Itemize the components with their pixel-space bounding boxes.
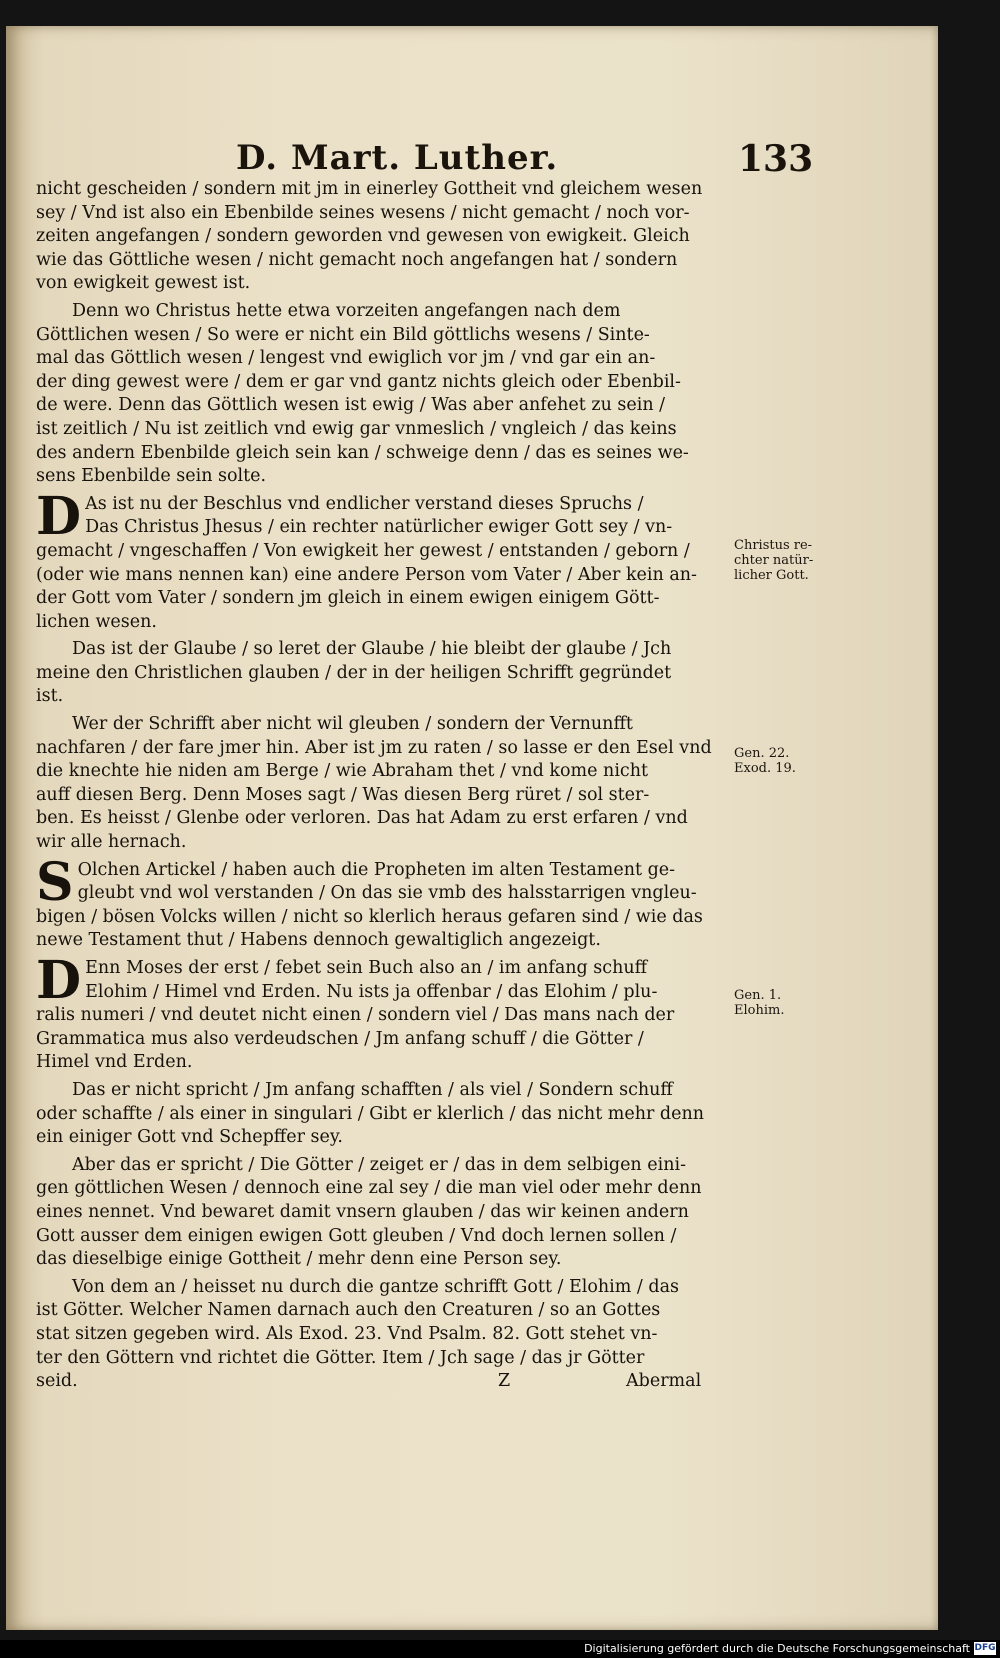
text-line: lichen wesen. xyxy=(36,611,157,632)
paragraph-6 xyxy=(36,851,726,953)
drop-cap: D xyxy=(36,485,82,547)
text-line: ter den Göttern vnd richtet die Götter. Item / Jch sage / das jr Götter xyxy=(36,1347,645,1368)
paragraph-8 xyxy=(36,1079,726,1150)
text-line: Grammatica mus also verdeudschen / Jm anfang schuff / die Götter / xyxy=(36,1028,644,1049)
text-line: sens Ebenbilde sein solte. xyxy=(36,466,267,487)
text-line: Olchen Artickel / haben auch die Propheten im alten Testament ge- xyxy=(77,859,676,880)
text-line: Elohim / Himel vnd Erden. Nu ists ja offenbar / das Elohim / plu- xyxy=(85,981,658,1002)
page-number: 133 xyxy=(738,138,814,180)
catchword: Abermal xyxy=(626,1371,702,1392)
text-line: ist zeitlich / Nu ist zeitlich vnd ewig gar vnmeslich / vngleich / das keins xyxy=(36,418,677,439)
text-line: ein einiger Gott vnd Schepffer sey. xyxy=(36,1127,343,1148)
margin-note-line: licher Gott. xyxy=(734,568,809,583)
text-line: mal das Göttlich wesen / lengest vnd ewiglich vor jm / vnd gar ein an- xyxy=(36,348,656,369)
text-line: nachfaren / der fare jmer hin. Aber ist jm zu raten / so lasse er den Esel vnd xyxy=(36,737,712,758)
last-line-row xyxy=(36,1370,726,1394)
text-line: ralis numeri / vnd deutet nicht einen / sondern viel / Das mans nach der xyxy=(36,1005,675,1026)
drop-cap: S xyxy=(36,851,74,913)
text-line: der Gott vom Vater / sondern jm gleich in einem ewigen einigem Gött- xyxy=(36,588,660,609)
text-line: newe Testament thut / Habens dennoch gewaltiglich angezeigt. xyxy=(36,930,601,951)
text-line: nicht gescheiden / sondern mit jm in einerley Gottheit vnd gleichem wesen xyxy=(36,179,703,199)
text-line: stat sitzen gegeben wird. Als Exod. 23. Vnd Psalm. 82. Gott stehet vn- xyxy=(36,1323,658,1344)
footer-bar xyxy=(0,1640,1000,1658)
margin-note-line: chter natür- xyxy=(734,553,814,568)
text-line: Göttlichen wesen / So were er nicht ein Bild göttlichs wesens / Sinte- xyxy=(36,324,650,345)
text-line: Das Christus Jhesus / ein rechter natürlicher ewiger Gott sey / vn- xyxy=(85,517,673,538)
text-line: gen göttlichen Wesen / dennoch eine zal sey / die man viel oder mehr denn xyxy=(36,1178,702,1199)
text-line: gemacht / vngeschaffen / Von ewigkeit her gewest / entstanden / geborn / xyxy=(36,540,690,561)
text-line: Gott ausser dem einigen ewigen Gott gleuben / Vnd doch lernen sollen / xyxy=(36,1225,677,1246)
text-line: von ewigkeit gewest ist. xyxy=(36,273,251,294)
text-line: auff diesen Berg. Denn Moses sagt / Was diesen Berg rüret / sol ster- xyxy=(36,784,650,805)
book-page xyxy=(6,26,938,1630)
text-line: Von dem an / heisset nu durch die gantze schrifft Gott / Elohim / das xyxy=(72,1276,680,1297)
funding-credit: Digitalisierung gefördert durch die Deutsche Forschungsgemeinschaft xyxy=(584,1642,970,1655)
text-line: wie das Göttliche wesen / nicht gemacht noch angefangen hat / sondern xyxy=(36,249,678,270)
main-text-block xyxy=(36,178,726,1398)
running-head: D. Mart. Luther. xyxy=(236,138,559,178)
text-line: des andern Ebenbilde gleich sein kan / schweige denn / das es seines we- xyxy=(36,442,689,463)
margin-note-line: Christus re- xyxy=(734,538,813,553)
text-line: ben. Es heisst / Glenbe oder verloren. Das hat Adam zu erst erfaren / vnd xyxy=(36,808,688,829)
text-line: das dieselbige einige Gottheit / mehr denn eine Person sey. xyxy=(36,1249,562,1270)
text-line: As ist nu der Beschlus vnd endlicher verstand dieses Spruchs / xyxy=(85,493,644,514)
margin-note-line: Elohim. xyxy=(734,1003,785,1018)
text-line: meine den Christlichen glauben / der in der heiligen Schrifft gegründet xyxy=(36,662,672,683)
text-line: Wer der Schrifft aber nicht wil gleuben / sondern der Vernunfft xyxy=(72,714,633,735)
paragraph-4 xyxy=(36,638,726,709)
text-line: die knechte hie niden am Berge / wie Abraham thet / vnd kome nicht xyxy=(36,761,649,782)
margin-note-christus xyxy=(734,538,820,583)
paragraph-2 xyxy=(36,300,726,489)
text-line: Aber das er spricht / Die Götter / zeiget er / das in dem selbigen eini- xyxy=(72,1154,686,1175)
text-line: oder schaffte / als einer in singulari / Gibt er klerlich / das nicht mehr denn xyxy=(36,1103,705,1124)
paragraph-5 xyxy=(36,713,726,855)
margin-note-gen-1 xyxy=(734,988,820,1018)
margin-note-line: Gen. 22. xyxy=(734,746,790,761)
margin-note-line: Exod. 19. xyxy=(734,761,796,776)
paragraph-3 xyxy=(36,485,726,635)
paragraph-7 xyxy=(36,950,726,1075)
text-line: Himel vnd Erden. xyxy=(36,1052,193,1073)
text-line: (oder wie mans nennen kan) eine andere Person vom Vater / Aber kein an- xyxy=(36,564,697,585)
text-line: wir alle hernach. xyxy=(36,832,187,853)
text-line: der ding gewest were / dem er gar vnd gantz nichts gleich oder Ebenbil- xyxy=(36,371,681,392)
text-line: seid. xyxy=(36,1371,78,1392)
text-line: gleubt vnd wol verstanden / On das sie vmb des halsstarrigen vngleu- xyxy=(77,883,697,904)
margin-note-gen-22 xyxy=(734,746,820,776)
margin-note-line: Gen. 1. xyxy=(734,988,782,1003)
text-line: bigen / bösen Volcks willen / nicht so klerlich heraus gefaren sind / wie das xyxy=(36,906,703,927)
drop-cap: D xyxy=(36,950,82,1011)
paragraph-10 xyxy=(36,1276,726,1394)
text-line: sey / Vnd ist also ein Ebenbilde seines wesens / nicht gemacht / noch vor- xyxy=(36,202,690,223)
text-line: Denn wo Christus hette etwa vorzeiten angefangen nach dem xyxy=(72,300,621,321)
text-line: Das ist der Glaube / so leret der Glaube / hie bleibt der glaube / Jch xyxy=(72,639,672,660)
text-line: Das er nicht spricht / Jm anfang schafften / als viel / Sondern schuff xyxy=(72,1079,673,1100)
text-line: zeiten angefangen / sondern geworden vnd gewesen von ewigkeit. Gleich xyxy=(36,226,690,247)
text-line: Enn Moses der erst / febet sein Buch also an / im anfang schuff xyxy=(85,958,648,978)
paragraph-9 xyxy=(36,1154,726,1272)
dfg-logo-icon: DFG xyxy=(974,1643,996,1653)
text-line: ist Götter. Welcher Namen darnach auch den Creaturen / so an Gottes xyxy=(36,1300,661,1321)
text-line: ist. xyxy=(36,686,64,707)
paragraph-1 xyxy=(36,178,726,296)
text-line: de were. Denn das Göttlich wesen ist ewig / Was aber anfehet zu sein / xyxy=(36,395,666,416)
signature-mark: Z xyxy=(498,1371,511,1392)
text-line: eines nennet. Vnd bewaret damit vnsern glauben / das wir keinen andern xyxy=(36,1201,689,1222)
